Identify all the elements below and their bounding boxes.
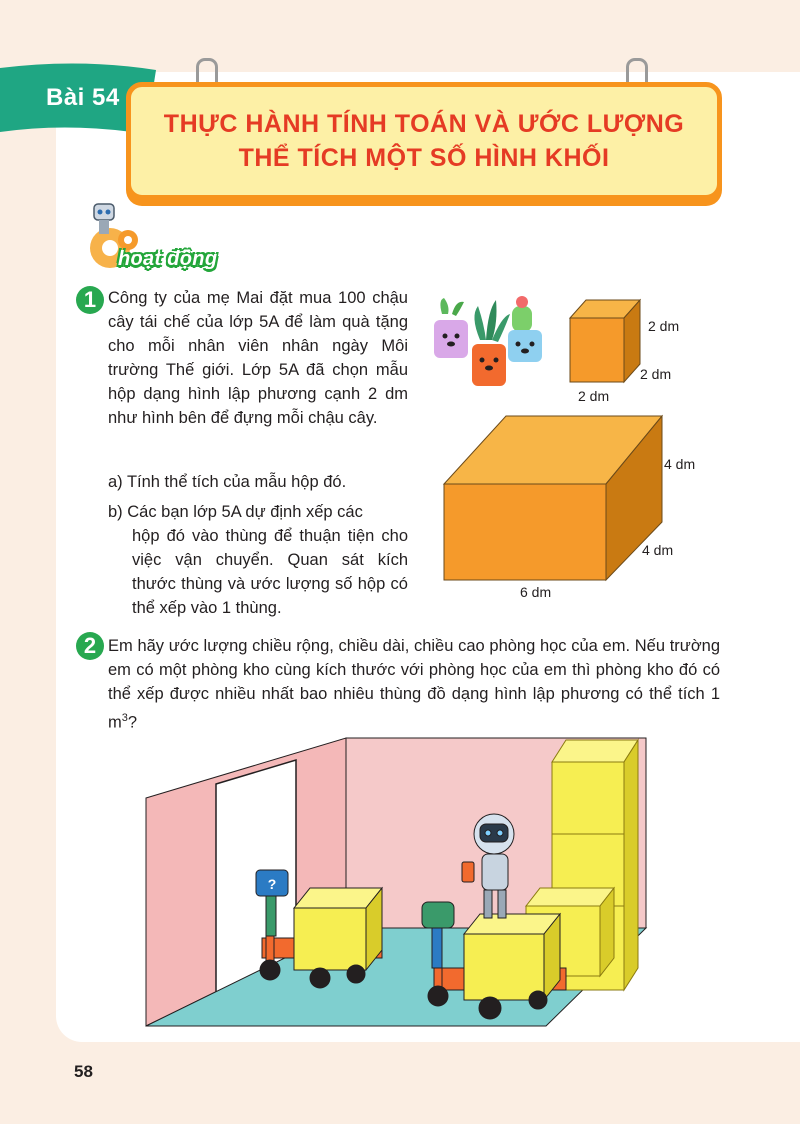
exercise-2-number: 2 [76,632,104,660]
exercise-1-text: Công ty của mẹ Mai đặt mua 100 chậu cây tái chế của lớp 5A để làm quà tặng cho mỗi nhân viên nhân ngày Môi trường Thế giới. Lớp 5A đã chọn mẫu hộp dạng hình lập phương cạnh 2 dm như hình bên để đựng mỗi chậu cây. [108,289,408,427]
exercise-2-superscript: 3 [121,712,128,724]
small-cube-depth-label: 2 dm [640,366,672,382]
small-cube-height-label: 2 dm [648,318,680,334]
exercise-1-part-b-rest: hộp đó vào thùng để thuận tiện cho việc vận chuyển. Quan sát kích thước thùng và ước lượng số hộp có thể xếp vào 1 thùng. [132,527,408,617]
recycled-plant-pots-illustration [428,296,558,392]
lesson-title-line2: THỂ TÍCH MỘT SỐ HÌNH KHỐI [238,144,610,172]
exercise-1-part-a: a) Tính thể tích của mẫu hộp đó. [108,473,347,491]
small-cube-width-label: 2 dm [578,388,610,404]
big-box-depth-label: 4 dm [642,542,674,558]
big-box-width-label: 6 dm [520,584,552,600]
lesson-title-line1: THỰC HÀNH TÍNH TOÁN VÀ ƯỚC LƯỢNG [163,110,685,138]
exercise-2-text-end: ? [127,713,138,732]
warehouse-room-illustration [146,738,646,1028]
small-cube-figure [560,296,650,386]
exercise-1-part-b-line1: b) Các bạn lớp 5A dự định xếp các [108,503,363,521]
exercise-2-text-main: Em hãy ước lượng chiều rộng, chiều dài, chiều cao phòng học của em. Nếu trường em có một phòng kho cùng kích thước với phòng học của em thì phòng kho đó có thể xếp được nhiều nhất bao nhiêu thùng đồ dạng hình lập phương có thể tích 1 m [108,637,720,732]
lesson-label: Bài 54 [46,84,120,111]
exercise-1-number: 1 [76,286,104,314]
big-box-height-label: 4 dm [664,456,696,472]
robot-screen-question-mark: ? [267,876,277,892]
exercise-1-part-b [108,500,408,620]
activity-label: hoạt động [118,248,218,270]
lesson-title-box [126,82,722,200]
exercise-2-text [108,634,720,735]
big-box-figure [440,414,664,582]
page-number: 58 [74,1062,93,1081]
